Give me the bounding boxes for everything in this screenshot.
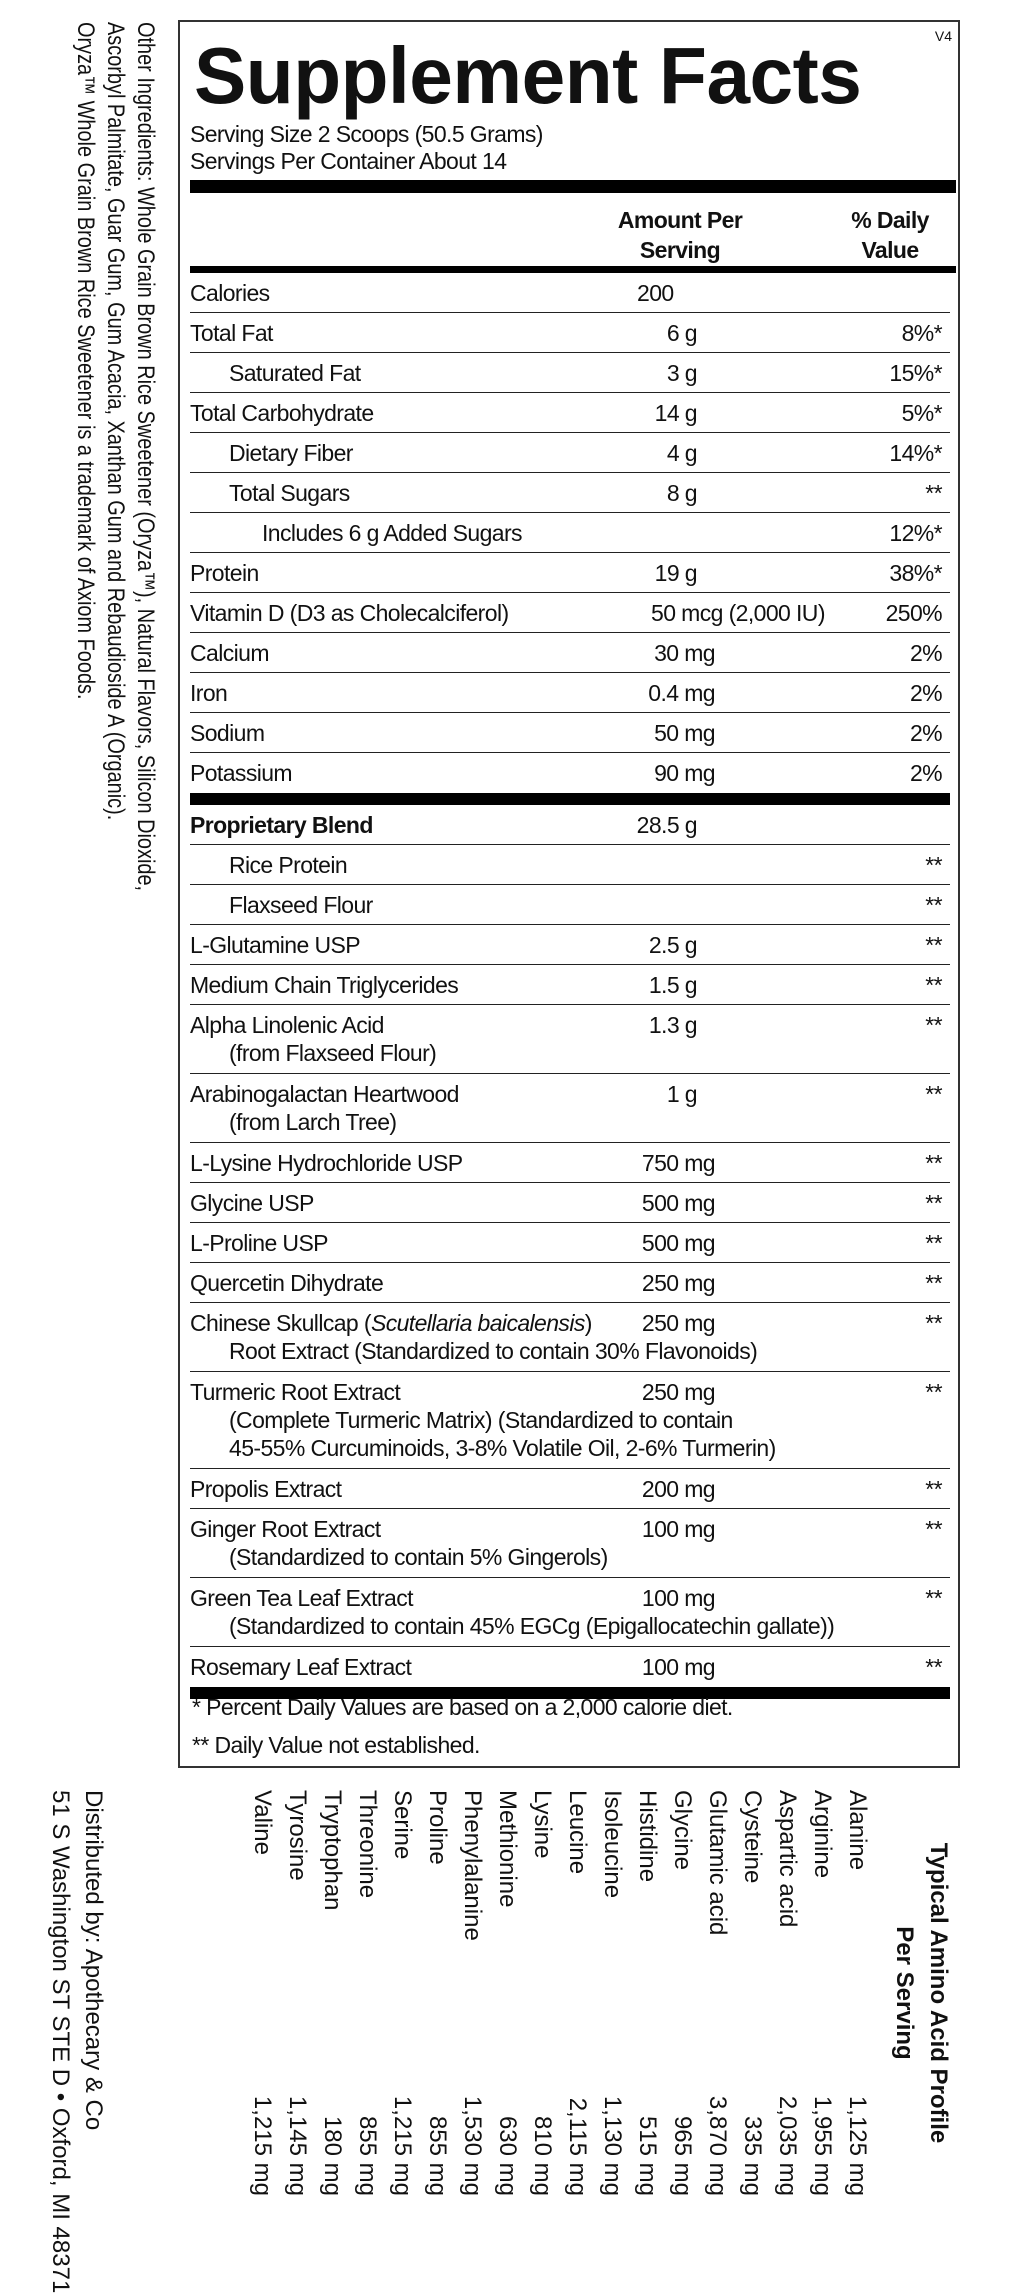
amino-row (770, 1790, 805, 2196)
nutrient-sublabel: (Standardized to contain 5% Gingerols) (229, 1544, 608, 1570)
amino-name: Isoleucine (599, 1790, 626, 1899)
nutrient-row (190, 925, 950, 965)
amino-name: Arginine (809, 1790, 836, 1879)
nutrient-label (190, 811, 950, 839)
amino-name: Glutamic acid (704, 1790, 731, 1936)
nutrient-row (190, 1223, 950, 1263)
nutrient-row (190, 353, 950, 393)
nutrient-label (190, 971, 950, 999)
label-text: Includes 6 g Added Sugars (262, 520, 522, 546)
nutrient-daily-value: ** (925, 1270, 942, 1296)
nutrient-sublabel: (Standardized to contain 45% EGCg (Epigallocatechin gallate)) (229, 1613, 835, 1639)
label-text: Rice Protein (229, 852, 348, 878)
label-text: L-Proline USP (190, 1230, 328, 1256)
label-text: Calories (190, 280, 270, 306)
label-text: Sodium (190, 720, 265, 746)
nutrient-label (190, 319, 950, 347)
nutrient-amount: 100 mg (641, 1585, 715, 1611)
nutrient-daily-value: 5%* (901, 400, 942, 426)
nutrient-amount: 30 mg (654, 640, 715, 666)
nutrient-row (190, 845, 950, 885)
nutrient-amount: 250 mg (641, 1270, 715, 1296)
nutrient-row (190, 1183, 950, 1223)
nutrient-row (190, 1074, 950, 1143)
nutrient-label (190, 359, 950, 387)
nutrient-label (190, 439, 950, 467)
label-text: Chinese Skullcap ( (190, 1310, 371, 1336)
nutrient-sublabel: (from Flaxseed Flour) (229, 1040, 437, 1066)
nutrient-row (190, 965, 950, 1005)
nutrient-daily-value: 38%* (889, 560, 942, 586)
nutrient-row (190, 1578, 950, 1647)
distributor-info (44, 1790, 110, 2293)
amino-name: Aspartic acid (774, 1790, 801, 1928)
nutrient-label (190, 1584, 950, 1612)
amino-row (735, 1790, 770, 2196)
amino-amount: 630 mg (494, 2115, 521, 2196)
serving-size: Serving Size 2 Scoops (50.5 Grams) (190, 121, 543, 147)
nutrient-label (190, 891, 950, 919)
nutrient-row (190, 1647, 950, 1687)
nutrient-row (190, 1143, 950, 1183)
other-ingredients (70, 22, 160, 1069)
amino-title: Typical Amino Acid Profile (925, 1842, 952, 2144)
thick-divider (190, 180, 956, 193)
nutrient-label (190, 1080, 950, 1108)
thick-divider (190, 793, 950, 805)
distributor-address: 51 S Washington ST STE D • Oxford, MI 48371 (47, 1790, 74, 2293)
nutrient-label (190, 399, 950, 427)
nutrient-row (190, 805, 950, 845)
nutrient-amount: 100 mg (641, 1516, 715, 1542)
nutrient-row (190, 593, 950, 633)
nutrient-row (190, 885, 950, 925)
nutrient-amount: 50 mg (654, 720, 715, 746)
nutrient-row (190, 1469, 950, 1509)
label-text: Saturated Fat (229, 360, 361, 386)
nutrient-daily-value: 14%* (889, 440, 942, 466)
nutrient-daily-value: ** (925, 1150, 942, 1176)
nutrient-row (190, 473, 950, 513)
nutrient-label (190, 1189, 950, 1217)
header-line: Amount Per (617, 207, 743, 233)
daily-value-header (830, 205, 950, 265)
amino-subtitle: Per Serving (891, 1926, 918, 2060)
nutrient-amount: 14 g (654, 400, 697, 426)
amino-row (805, 1790, 840, 2196)
nutrient-daily-value: 12%* (889, 520, 942, 546)
label-text: Propolis Extract (190, 1476, 342, 1502)
amino-name: Alanine (844, 1790, 871, 1871)
label-text: Glycine USP (190, 1190, 314, 1216)
nutrient-label (190, 599, 950, 627)
label-text: L-Glutamine USP (190, 932, 360, 958)
nutrient-daily-value: ** (925, 1516, 942, 1542)
version-code: V4 (934, 28, 952, 44)
nutrient-daily-value: ** (925, 1585, 942, 1611)
servings-per-container: Servings Per Container About 14 (190, 148, 507, 174)
nutrient-row (190, 753, 950, 793)
amino-row (315, 1790, 350, 2196)
nutrient-amount: 100 mg (641, 1654, 715, 1680)
label-text: ) (584, 1310, 592, 1336)
nutrient-row (190, 273, 950, 313)
amino-name: Tryptophan (319, 1790, 346, 1911)
amino-amount: 2,115 mg (564, 2097, 591, 2196)
amino-row (595, 1790, 630, 2196)
amino-name: Valine (249, 1790, 276, 1855)
nutrient-label (190, 719, 950, 747)
nutrient-daily-value: 2% (909, 680, 942, 706)
amino-amount: 1,215 mg (249, 2095, 276, 2196)
nutrient-daily-value: ** (925, 1654, 942, 1680)
nutrient-daily-value: ** (925, 480, 942, 506)
nutrient-row (190, 393, 950, 433)
amino-row (560, 1790, 595, 2196)
nutrient-amount: 1 g (666, 1081, 697, 1107)
nutrient-row (190, 1303, 950, 1372)
nutrient-daily-value: ** (925, 1379, 942, 1405)
amino-amount: 1,955 mg (809, 2095, 836, 2196)
nutrient-amount: 90 mg (654, 760, 715, 786)
nutrient-daily-value: 8%* (901, 320, 942, 346)
nutrient-amount: 6 g (666, 320, 697, 346)
label-text: Quercetin Dihydrate (190, 1270, 384, 1296)
supplement-facts-panel (178, 20, 960, 1768)
nutrient-daily-value: 2% (909, 640, 942, 666)
nutrient-daily-value: ** (925, 1012, 942, 1038)
amino-row (490, 1790, 525, 2196)
amino-amount: 3,870 mg (704, 2095, 731, 2196)
nutrient-label (190, 759, 950, 787)
nutrient-label (190, 1653, 950, 1681)
nutrient-label (190, 679, 950, 707)
amino-amount: 1,530 mg (459, 2095, 486, 2196)
label-italic: Scutellaria baicalensis (370, 1310, 585, 1336)
amino-row (840, 1790, 875, 2196)
amino-row (420, 1790, 455, 2196)
amino-amount: 1,145 mg (284, 2095, 311, 2196)
nutrient-label (190, 1149, 950, 1177)
nutrient-label (190, 1309, 950, 1337)
nutrient-daily-value: ** (925, 852, 942, 878)
amino-row (245, 1790, 280, 2196)
nutrient-amount: 0.4 mg (648, 680, 715, 706)
label-text: Total Fat (190, 320, 273, 346)
amino-amount: 2,035 mg (774, 2095, 801, 2196)
nutrient-row (190, 633, 950, 673)
nutrient-daily-value: ** (925, 1230, 942, 1256)
amino-list (245, 1790, 875, 2196)
nutrient-row (190, 673, 950, 713)
amino-row (630, 1790, 665, 2196)
other-ingredients-line: Ascorbyl Palmitate, Guar Gum, Gum Acacia, Xanthan Gum and Rebaudioside A (Organic). (102, 22, 129, 821)
nutrient-label (190, 559, 950, 587)
amino-name: Tyrosine (284, 1790, 311, 1881)
nutrient-amount: 250 mg (641, 1310, 715, 1336)
amino-name: Cysteine (739, 1790, 766, 1884)
nutrient-amount: 200 (637, 280, 674, 306)
nutrient-amount: 50 mcg (2,000 IU) (651, 600, 825, 626)
label-text: Calcium (190, 640, 269, 666)
nutrient-sublabel: (Complete Turmeric Matrix) (Standardized to contain (229, 1407, 733, 1433)
amino-amount: 1,130 mg (599, 2095, 626, 2196)
nutrient-row (190, 513, 950, 553)
nutrient-sublabel: 45-55% Curcuminoids, 3-8% Volatile Oil, 2-6% Turmerin) (229, 1435, 776, 1461)
nutrient-daily-value: ** (925, 1081, 942, 1107)
header-line: % Daily (851, 207, 929, 233)
nutrient-row (190, 1005, 950, 1074)
amino-amount: 855 mg (354, 2115, 381, 2196)
amino-name: Leucine (564, 1790, 591, 1875)
label-text: Flaxseed Flour (229, 892, 373, 918)
nutrient-row (190, 713, 950, 753)
label-text: Green Tea Leaf Extract (190, 1585, 413, 1611)
nutrient-daily-value: 2% (909, 760, 942, 786)
nutrient-row (190, 553, 950, 593)
amino-amount: 810 mg (529, 2115, 556, 2196)
label-text: L-Lysine Hydrochloride USP (190, 1150, 463, 1176)
nutrient-daily-value: ** (925, 972, 942, 998)
label-text: Potassium (190, 760, 292, 786)
nutrient-daily-value: 15%* (889, 360, 942, 386)
nutrient-amount: 500 mg (641, 1230, 715, 1256)
nutrient-label (190, 851, 950, 879)
nutrient-label (190, 1515, 950, 1543)
other-ingredients-line: Other Ingredients: Whole Grain Brown Rice Sweetener (Oryza™), Natural Flavors, Silicon Dioxide, (132, 22, 159, 892)
amino-amount: 1,215 mg (389, 2095, 416, 2196)
nutrient-row (190, 313, 950, 353)
nutrient-amount: 1.3 g (648, 1012, 697, 1038)
header-line: Serving (639, 237, 721, 263)
other-ingredients-line: Oryza™ Whole Grain Brown Rice Sweetener is a trademark of Axiom Foods. (72, 22, 99, 700)
label-text: Total Carbohydrate (190, 400, 374, 426)
nutrient-row (190, 1263, 950, 1303)
nutrient-label (190, 1269, 950, 1297)
nutrient-label (190, 639, 950, 667)
label-text: Vitamin D (D3 as Cholecalciferol) (190, 600, 509, 626)
nutrient-label (190, 1475, 950, 1503)
amino-name: Phenylalanine (459, 1790, 486, 1941)
nutrient-label (190, 1229, 950, 1257)
label-text: Rosemary Leaf Extract (190, 1654, 412, 1680)
amino-row (385, 1790, 420, 2196)
nutrient-label (190, 479, 950, 507)
amino-name: Glycine (669, 1790, 696, 1871)
label-text: Arabinogalactan Heartwood (190, 1081, 459, 1107)
amount-per-serving-header (610, 205, 750, 265)
nutrient-daily-value: 250% (885, 600, 942, 626)
nutrient-amount: 3 g (666, 360, 697, 386)
nutrient-amount: 2.5 g (648, 932, 697, 958)
amino-row (665, 1790, 700, 2196)
nutrient-amount: 1.5 g (648, 972, 697, 998)
nutrient-amount: 500 mg (641, 1190, 715, 1216)
amino-row (525, 1790, 560, 2196)
footnote-dv-not-established: ** Daily Value not established. (192, 1732, 480, 1758)
nutrient-daily-value: ** (925, 892, 942, 918)
footnote-percent-dv: * Percent Daily Values are based on a 2,000 calorie diet. (192, 1694, 733, 1720)
amino-row (280, 1790, 315, 2196)
amino-amount: 180 mg (319, 2115, 346, 2196)
amino-name: Proline (424, 1790, 451, 1865)
amino-name: Methionine (494, 1790, 521, 1908)
nutrient-daily-value: ** (925, 1190, 942, 1216)
medium-divider (190, 266, 956, 273)
nutrient-amount: 200 mg (641, 1476, 715, 1502)
nutrient-amount: 19 g (654, 560, 697, 586)
nutrient-label (190, 519, 950, 547)
nutrient-amount: 28.5 g (636, 812, 697, 838)
amino-acid-profile (245, 1790, 955, 2196)
label-text: Ginger Root Extract (190, 1516, 381, 1542)
nutrient-table (190, 273, 950, 1699)
amino-amount: 965 mg (669, 2115, 696, 2196)
distributor-name: Distributed by: Apothecary & Co (80, 1790, 107, 2131)
amino-amount: 855 mg (424, 2115, 451, 2196)
amino-row (455, 1790, 490, 2196)
amino-name: Threonine (354, 1790, 381, 1899)
nutrient-label (190, 279, 950, 307)
label-text: Protein (190, 560, 259, 586)
nutrient-amount: 4 g (666, 440, 697, 466)
label-text: Total Sugars (229, 480, 350, 506)
nutrient-amount: 250 mg (641, 1379, 715, 1405)
label-text: Iron (190, 680, 228, 706)
nutrient-amount: 8 g (666, 480, 697, 506)
nutrient-daily-value: ** (925, 1310, 942, 1336)
label-text: Dietary Fiber (229, 440, 353, 466)
amino-name: Serine (389, 1790, 416, 1860)
nutrient-daily-value: 2% (909, 720, 942, 746)
label-text: Proprietary Blend (190, 812, 373, 838)
amino-row (350, 1790, 385, 2196)
header-line: Value (861, 237, 919, 263)
nutrient-amount: 750 mg (641, 1150, 715, 1176)
label-text: Turmeric Root Extract (190, 1379, 401, 1405)
nutrient-row (190, 433, 950, 473)
panel-title: Supplement Facts (194, 31, 862, 120)
label-text: Medium Chain Triglycerides (190, 972, 459, 998)
amino-name: Histidine (634, 1790, 661, 1883)
amino-amount: 515 mg (634, 2115, 661, 2196)
amino-amount: 1,125 mg (844, 2095, 871, 2196)
nutrient-daily-value: ** (925, 1476, 942, 1502)
amino-row (700, 1790, 735, 2196)
nutrient-sublabel: (from Larch Tree) (229, 1109, 397, 1135)
nutrient-label (190, 931, 950, 959)
nutrient-label (190, 1011, 950, 1039)
nutrient-daily-value: ** (925, 932, 942, 958)
nutrient-sublabel: Root Extract (Standardized to contain 30% Flavonoids) (229, 1338, 758, 1364)
nutrient-row (190, 1372, 950, 1469)
amino-amount: 335 mg (739, 2115, 766, 2196)
label-text: Alpha Linolenic Acid (190, 1012, 384, 1038)
amino-name: Lysine (529, 1790, 556, 1859)
nutrient-label (190, 1378, 950, 1406)
nutrient-row (190, 1509, 950, 1578)
